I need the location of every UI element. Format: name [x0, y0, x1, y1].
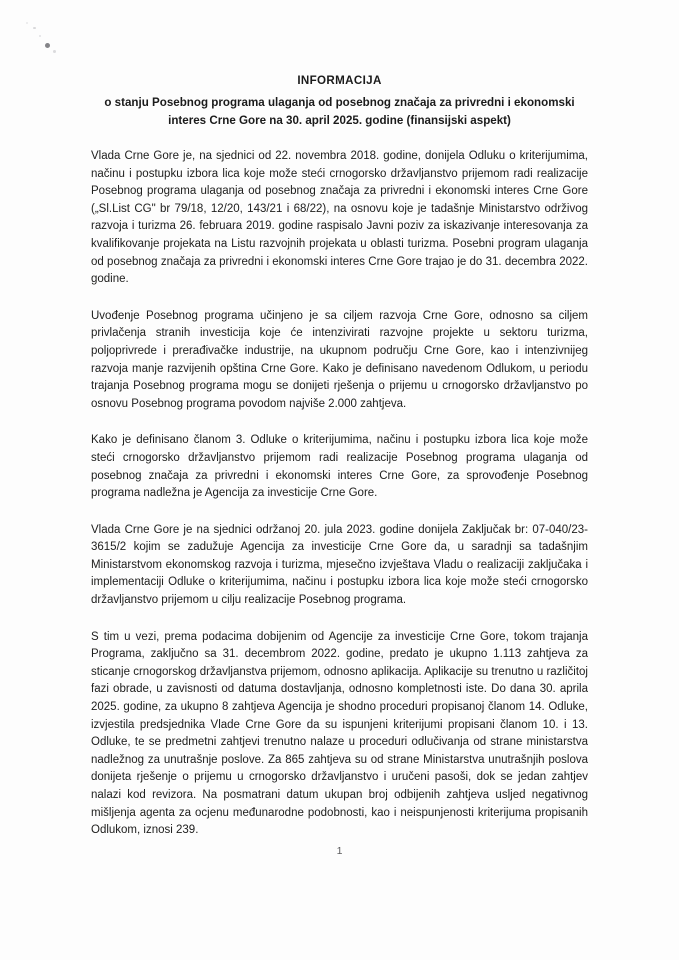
scan-speck [45, 43, 50, 48]
paragraph-5: S tim u vezi, prema podacima dobijenim od Agencije za investicije Crne Gore, tokom trajanja Programa, zaključno sa 31. decembrom 2022. godine, predato je ukupno 1.113 zahtjeva za sticanje crnogorskog državljanstva prijemom, odnosno aplikacija. Aplikacije su trenutno u različitoj fazi obrade, u zavisnosti od datuma dostavljanja, odnosno kompletnosti iste. Do dana 30. aprila 2025. godine, za ukupno 8 zahtjeva Agencija je shodno proceduri propisanoj članom 14. Odluke, izvjestila predsjednika Vlade Crne Gore da su ispunjeni kriterijumi propisani članom 10. i 13. Odluke, te se predmetni zahtjevi trenutno nalaze u proceduri odlučivanja od strane ministarstva nadležnog za unutrašnje poslove. Za 865 zahtjeva su od strane Ministarstva unutrašnjih poslova donijeta rješenje o prijemu u crnogorsko državljanstvo i uručeni pasoši, dok se jedan zahtjev nalazi kod revizora. Na posmatrani datum ukupan broj odbijenih zahtjeva usljed negativnog mišljenja agenta za ocjenu međunarodne podobnosti, kao i neispunjenosti kriterijuma propisanih Odlukom, iznosi 239. [91, 630, 588, 837]
document-title: INFORMACIJA [297, 74, 382, 87]
paragraph-3: Kako je definisano članom 3. Odluke o kriterijumima, načinu i postupku izbora lica koje može steći crnogorsko državljanstvo prijemom radi realizacije Posebnog programa ulaganja od posebnog značaja za privredni i ekonomski interes Crne Gore, za sprovođenje Posebnog programa nadležna je Agencija za investicije Crne Gore. [91, 434, 588, 500]
scan-speck [39, 35, 41, 37]
paragraph-2: Uvođenje Posebnog programa učinjeno je sa ciljem razvoja Crne Gore, odnosno sa ciljem privlačenja stranih investicija koje će intenzivirati razvojne projekte u sektoru turizma, poljoprivrede i prerađivačke industrije, na ukupnom području Crne Gore, kao i intenzivnijeg razvoja manje razvijenih opština Crne Gore. Kako je definisano navedenom Odlukom, u periodu trajanja Posebnog programa mogu se donijeti rješenja o prijemu u crnogorsko državljanstvo po osnovu Posebnog programa povodom najviše 2.000 zahtjeva. [91, 309, 588, 410]
paragraph-1: Vlada Crne Gore je, na sjednici od 22. novembra 2018. godine, donijela Odluku o kriterijumima, načinu i postupku izbora lica koje može steći crnogorsko državljanstvo prijemom radi realizacije Posebnog programa ulaganja od posebnog značaja za privredni i ekonomski interes Crne Gore („Sl.List CG" br 79/18, 12/20, 143/21 i 68/22), na osnovu koje je tadašnje Ministarstvo održivog razvoja i turizma 26. februara 2019. godine raspisalo Javni poziv za iskazivanje interesovanja za kvalifikovanje projekata na Listu razvojnih projekata u oblasti turizma. Posebni program ulaganja od posebnog značaja za privredni i ekonomski interes Crne Gore trajao je do 31. decembra 2022. godine. [91, 150, 588, 286]
scan-speck [53, 50, 56, 53]
paragraph-4: Vlada Crne Gore je na sjednici održanoj 20. jula 2023. godine donijela Zaključak br: 07-040/23-3615/2 kojim se zadužuje Agencija za investicije Crne Gore da, u saradnji sa tadašnjim Ministarstvom ekonomskog razvoja i turizma, mjesečno izvještava Vladu o realizaciji zaključaka i implementaciji Odluke o kriterijumima, načinu i postupku izbora lica koje može steći crnogorsko državljanstvo prijemom u cilju realizacije Posebnog programa. [91, 523, 588, 607]
document-content [91, 0, 588, 840]
document-subtitle: o stanju Posebnog programa ulaganja od posebnog značaja za privredni i ekonomski interes Crne Gore na 30. april 2025. godine (finansijski aspekt) [104, 96, 575, 127]
scan-speck [33, 27, 36, 29]
document-body [91, 148, 588, 840]
page-number: 1 [336, 845, 343, 857]
scan-speck [26, 22, 28, 24]
